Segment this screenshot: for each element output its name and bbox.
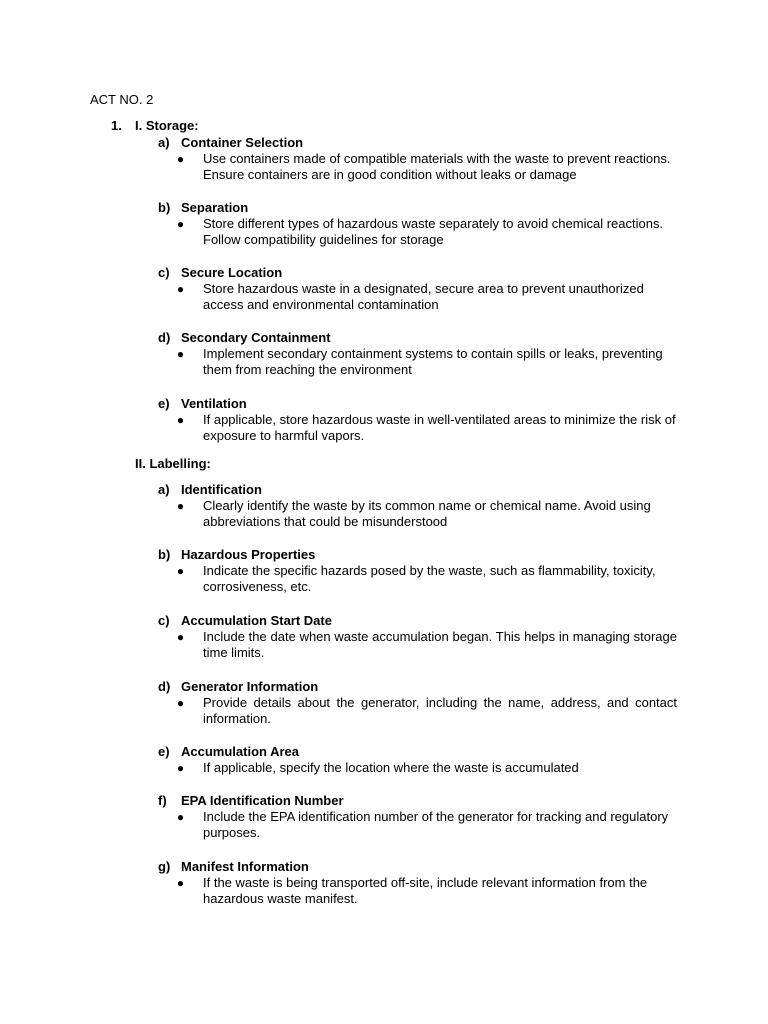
item-letter: e) [158, 744, 170, 759]
bullet-icon: ● [176, 347, 185, 361]
section-title: II. Labelling: [135, 456, 211, 471]
item-heading: Manifest Information [181, 859, 309, 874]
item-text: Provide details about the generator, including the name, address, and contact information. [203, 695, 677, 726]
bullet-icon: ● [176, 696, 185, 710]
item-text: If the waste is being transported off-site, include relevant information from the hazardous waste manifest. [203, 875, 648, 906]
item-text: Store different types of hazardous waste separately to avoid chemical reactions. Follow compatibility guidelines for storage [203, 216, 664, 247]
item-heading: Hazardous Properties [181, 547, 316, 562]
section-number: 1. [111, 118, 122, 133]
item-letter: a) [158, 482, 170, 497]
list-item-hazardous-properties [158, 547, 698, 595]
document-title: ACT NO. 2 [90, 92, 154, 107]
list-item-accumulation-area [158, 744, 698, 776]
list-item-container-selection [158, 135, 698, 183]
bullet-icon: ● [176, 630, 185, 644]
item-letter: a) [158, 135, 170, 150]
item-letter: b) [158, 200, 171, 215]
bullet-icon: ● [176, 876, 185, 890]
item-heading: Identification [181, 482, 262, 497]
item-heading: Secondary Containment [181, 330, 331, 345]
item-text: Indicate the specific hazards posed by the waste, such as flammability, toxicity, corrosiveness, etc. [203, 563, 656, 594]
item-letter: d) [158, 330, 171, 345]
list-item-manifest-information [158, 859, 698, 907]
section-title: I. Storage: [135, 118, 199, 133]
item-text: If applicable, specify the location where the waste is accumulated [203, 760, 579, 775]
item-letter: e) [158, 396, 170, 411]
list-item-identification [158, 482, 698, 530]
list-item-generator-information [158, 679, 698, 727]
item-letter: c) [158, 613, 170, 628]
item-text: Implement secondary containment systems to contain spills or leaks, preventing them from reaching the environment [203, 346, 663, 377]
item-text: Include the date when waste accumulation began. This helps in managing storage time limits. [203, 629, 677, 660]
item-heading: Accumulation Start Date [181, 613, 332, 628]
item-heading: Ventilation [181, 396, 247, 411]
bullet-icon: ● [176, 152, 185, 166]
item-text: Use containers made of compatible materials with the waste to prevent reactions. Ensure containers are in good condition without leaks or damage [203, 151, 671, 182]
list-item-epa-identification-number [158, 793, 698, 841]
item-letter: b) [158, 547, 171, 562]
list-item-separation [158, 200, 698, 248]
item-letter: c) [158, 265, 170, 280]
bullet-icon: ● [176, 217, 185, 231]
bullet-icon: ● [176, 810, 185, 824]
bullet-icon: ● [176, 413, 185, 427]
item-heading: Container Selection [181, 135, 304, 150]
item-text: Include the EPA identification number of the generator for tracking and regulatory purposes. [203, 809, 669, 840]
item-letter: f) [158, 793, 167, 808]
bullet-icon: ● [176, 564, 185, 578]
item-letter: d) [158, 679, 171, 694]
item-letter: g) [158, 859, 171, 874]
item-heading: EPA Identification Number [181, 793, 344, 808]
item-text: If applicable, store hazardous waste in well-ventilated areas to minimize the risk of exposure to harmful vapors. [203, 412, 676, 443]
list-item-accumulation-start-date [158, 613, 698, 661]
item-text: Store hazardous waste in a designated, secure area to prevent unauthorized access and environmental contamination [203, 281, 644, 312]
list-item-secure-location [158, 265, 698, 313]
bullet-icon: ● [176, 761, 185, 775]
bullet-icon: ● [176, 499, 185, 513]
item-text: Clearly identify the waste by its common name or chemical name. Avoid using abbreviations that could be misunderstood [203, 498, 651, 529]
bullet-icon: ● [176, 282, 185, 296]
section-heading-labelling [135, 456, 211, 472]
list-item-secondary-containment [158, 330, 698, 378]
list-item-ventilation [158, 396, 698, 444]
item-heading: Separation [181, 200, 249, 215]
item-heading: Secure Location [181, 265, 283, 280]
item-heading: Generator Information [181, 679, 319, 694]
item-heading: Accumulation Area [181, 744, 299, 759]
section-heading-storage [111, 118, 199, 134]
